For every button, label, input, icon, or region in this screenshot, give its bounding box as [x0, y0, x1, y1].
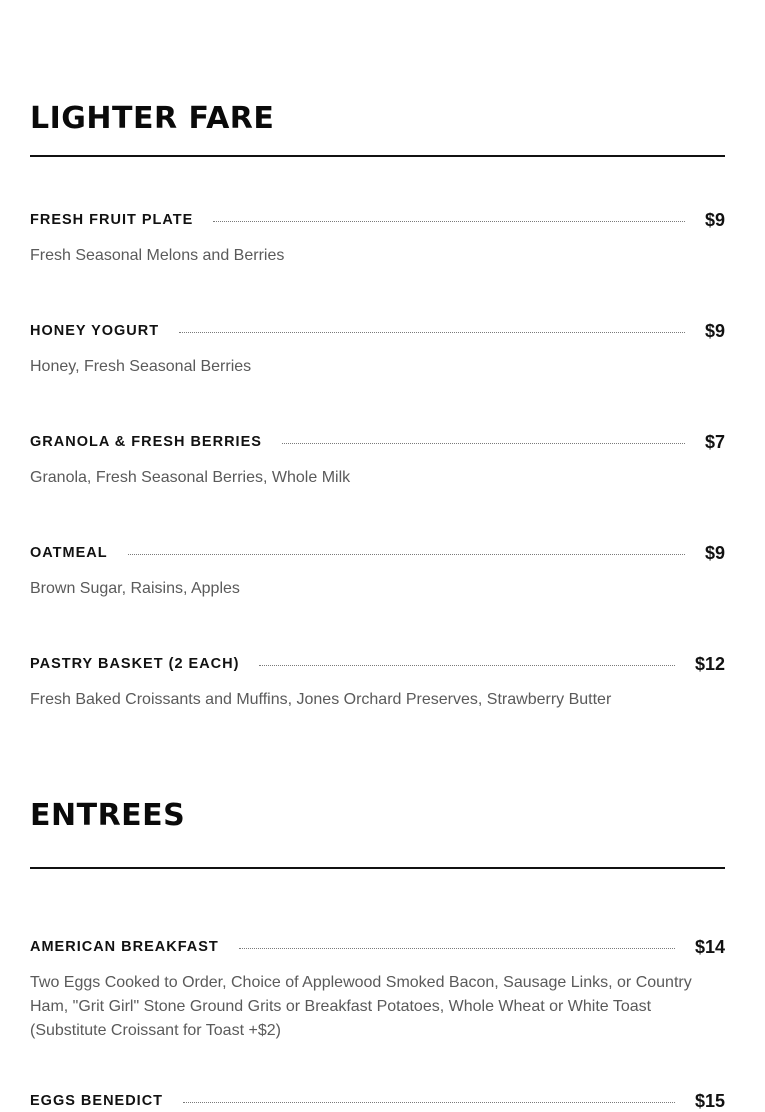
menu-item [30, 1090, 725, 1112]
item-name: AMERICAN BREAKFAST [30, 939, 219, 955]
dotted-leader [183, 1102, 675, 1103]
item-price: $9 [704, 542, 725, 563]
dotted-leader [179, 332, 685, 333]
item-name: HONEY YOGURT [30, 323, 160, 339]
dotted-leader [239, 948, 675, 949]
item-description: Honey, Fresh Seasonal Berries [30, 358, 252, 375]
item-name: GRANOLA & FRESH BERRIES [30, 434, 262, 450]
item-name: PASTRY BASKET (2 EACH) [30, 656, 240, 672]
item-description: Fresh Seasonal Melons and Berries [30, 247, 285, 264]
item-price: $9 [704, 209, 725, 230]
dotted-leader [213, 221, 685, 222]
item-price: $15 [694, 1090, 725, 1111]
item-description: Two Eggs Cooked to Order, Choice of Applewood Smoked Bacon, Sausage Links, or Country Ham, "Grit Girl" Stone Ground Grits or Breakfast Potatoes, Whole Wheat or White Toast (Substitute Croissant for Toast +$2) [30, 974, 692, 1039]
dotted-leader [282, 443, 685, 444]
section-title-lighter-fare: LIGHTER FARE [30, 101, 275, 136]
item-description: Brown Sugar, Raisins, Apples [30, 580, 240, 597]
menu-item [30, 542, 725, 601]
section-title-entrees: ENTREES [30, 798, 186, 833]
item-description: Granola, Fresh Seasonal Berries, Whole Milk [30, 469, 351, 486]
item-description: Fresh Baked Croissants and Muffins, Jones Orchard Preserves, Strawberry Butter [30, 691, 612, 708]
dotted-leader [128, 554, 685, 555]
menu-item [30, 936, 725, 1043]
menu-item [30, 431, 725, 490]
dotted-leader [259, 665, 675, 666]
menu-item [30, 320, 725, 379]
item-price: $9 [704, 320, 725, 341]
menu-item [30, 209, 725, 268]
menu-item [30, 653, 725, 712]
item-price: $12 [694, 653, 725, 674]
section-divider [30, 155, 725, 157]
section-divider [30, 867, 725, 869]
item-name: FRESH FRUIT PLATE [30, 212, 194, 228]
item-name: OATMEAL [30, 545, 108, 561]
item-price: $14 [694, 936, 725, 957]
item-price: $7 [704, 431, 725, 452]
item-name: EGGS BENEDICT [30, 1093, 164, 1109]
